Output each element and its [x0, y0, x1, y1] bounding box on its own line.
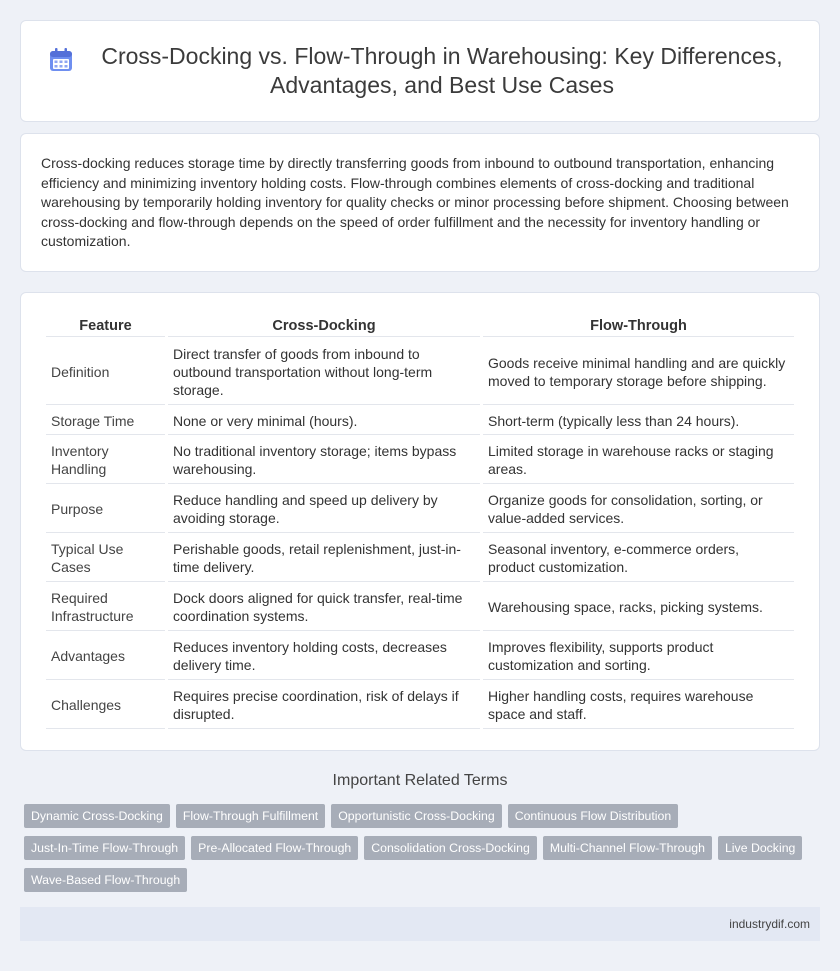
- row-feature: Advantages: [46, 633, 165, 680]
- related-tag[interactable]: Multi-Channel Flow-Through: [543, 836, 712, 860]
- row-feature: Challenges: [46, 682, 165, 729]
- intro-card: [20, 133, 820, 272]
- table-row: [46, 339, 794, 405]
- related-tag[interactable]: Just-In-Time Flow-Through: [24, 836, 185, 860]
- title-card: [20, 20, 820, 122]
- row-cross-docking: None or very minimal (hours).: [168, 407, 480, 435]
- row-flow-through: Short-term (typically less than 24 hours).: [483, 407, 794, 435]
- related-tag[interactable]: Pre-Allocated Flow-Through: [191, 836, 358, 860]
- row-flow-through: Improves flexibility, supports product customization and sorting.: [483, 633, 794, 680]
- row-flow-through: Goods receive minimal handling and are quickly moved to temporary storage before shipping.: [483, 339, 794, 405]
- related-tags-row: [24, 836, 802, 860]
- related-tag[interactable]: Wave-Based Flow-Through: [24, 868, 187, 892]
- row-flow-through: Limited storage in warehouse racks or staging areas.: [483, 437, 794, 484]
- table-row: [46, 682, 794, 729]
- footer: [20, 907, 820, 941]
- row-feature: Definition: [46, 339, 165, 405]
- row-flow-through: Warehousing space, racks, picking systems.: [483, 584, 794, 631]
- row-cross-docking: Reduce handling and speed up delivery by avoiding storage.: [168, 486, 480, 533]
- row-cross-docking: No traditional inventory storage; items bypass warehousing.: [168, 437, 480, 484]
- related-tags-row: [24, 868, 187, 892]
- related-terms-title: Important Related Terms: [332, 772, 508, 789]
- table-row: [46, 633, 794, 680]
- intro-paragraph: Cross-docking reduces storage time by directly transferring goods from inbound to outbound transportation, enhancing efficiency and minimizing inventory holding costs. Flow-through combines elements of cross-docking and traditional warehousing by temporarily holding inventory for quality checks or minor processing before shipment. Choosing between cross-docking and flow-through depends on the speed of order fulfillment and the necessity for inventory handling or customization.: [41, 155, 789, 250]
- table-row: [46, 407, 794, 435]
- row-feature: Inventory Handling: [46, 437, 165, 484]
- table-row: [46, 535, 794, 582]
- comparison-table-card: [20, 292, 820, 751]
- header-flow-through: Flow-Through: [483, 314, 794, 337]
- related-tags-row: [24, 804, 678, 828]
- footer-site-link[interactable]: industrydif.com: [729, 917, 810, 931]
- row-feature: Storage Time: [46, 407, 165, 435]
- row-cross-docking: Direct transfer of goods from inbound to outbound transportation without long-term storage.: [168, 339, 480, 405]
- comparison-table: [43, 312, 797, 731]
- table-row: [46, 486, 794, 533]
- row-cross-docking: Dock doors aligned for quick transfer, real-time coordination systems.: [168, 584, 480, 631]
- header-feature: Feature: [46, 314, 165, 337]
- row-cross-docking: Requires precise coordination, risk of delays if disrupted.: [168, 682, 480, 729]
- row-feature: Typical Use Cases: [46, 535, 165, 582]
- related-tag[interactable]: Live Docking: [718, 836, 802, 860]
- row-feature: Purpose: [46, 486, 165, 533]
- row-cross-docking: Reduces inventory holding costs, decreases delivery time.: [168, 633, 480, 680]
- table-row: [46, 584, 794, 631]
- row-cross-docking: Perishable goods, retail replenishment, just-in-time delivery.: [168, 535, 480, 582]
- row-flow-through: Organize goods for consolidation, sorting, or value-added services.: [483, 486, 794, 533]
- calendar-icon: [48, 47, 74, 73]
- related-tag[interactable]: Flow-Through Fulfillment: [176, 804, 325, 828]
- table-row: [46, 437, 794, 484]
- header-cross-docking: Cross-Docking: [168, 314, 480, 337]
- table-header-row: [46, 314, 794, 337]
- related-tag[interactable]: Opportunistic Cross-Docking: [331, 804, 502, 828]
- row-flow-through: Higher handling costs, requires warehouse space and staff.: [483, 682, 794, 729]
- related-tag[interactable]: Continuous Flow Distribution: [508, 804, 679, 828]
- related-tag[interactable]: Consolidation Cross-Docking: [364, 836, 537, 860]
- page-title: Cross-Docking vs. Flow-Through in Warehousing: Key Differences, Advantages, and Best Use Cases: [101, 43, 783, 98]
- row-feature: Required Infrastructure: [46, 584, 165, 631]
- row-flow-through: Seasonal inventory, e-commerce orders, product customization.: [483, 535, 794, 582]
- related-tag[interactable]: Dynamic Cross-Docking: [24, 804, 170, 828]
